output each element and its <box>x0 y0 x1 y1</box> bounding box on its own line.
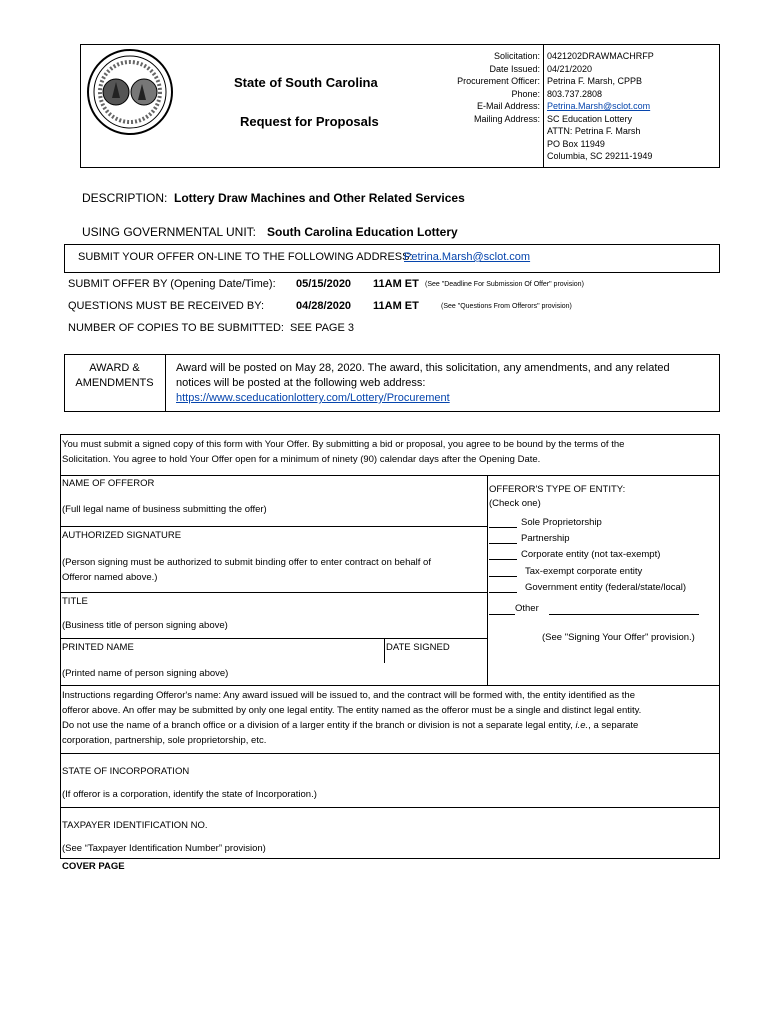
name-bottom-rule <box>60 526 487 527</box>
offer-deadline-note: (See "Deadline For Submission Of Offer" provision) <box>425 281 584 288</box>
instructions-line2: offeror above. An offer may be submitted by only one legal entity. The entity named as the offeror must be a single and distinct legal entity. <box>62 705 642 716</box>
offer-deadline-date: 05/15/2020 <box>296 278 352 290</box>
printed-name-label: PRINTED NAME <box>62 642 134 653</box>
printed-name-hint[interactable]: (Printed name of person signing above) <box>62 668 229 679</box>
solicitation-label: Solicitation: <box>493 51 540 61</box>
entity-option-label: Corporate entity (not tax-exempt) <box>521 549 661 560</box>
address-line-2: PO Box 11949 <box>547 138 605 149</box>
copies-value: SEE PAGE 3 <box>290 322 354 334</box>
state-seal-image <box>86 48 174 136</box>
copies-label: NUMBER OF COPIES TO BE SUBMITTED: <box>68 322 284 334</box>
questions-deadline-date: 04/28/2020 <box>296 300 352 312</box>
date-signed-divider <box>384 638 385 663</box>
state-bottom-rule <box>60 807 720 808</box>
state-name: State of South Carolina <box>234 75 378 90</box>
address-line-3: Columbia, SC 29211-1949 <box>547 151 653 161</box>
header-values <box>547 50 717 163</box>
questions-deadline-time: 11AM ET <box>373 300 419 312</box>
award-text-line1: Award will be posted on May 28, 2020. The award, this solicitation, any amendments, and any related <box>176 362 670 374</box>
entity-checkbox-line[interactable] <box>489 576 517 577</box>
entity-checkbox-line[interactable] <box>489 559 517 560</box>
header-divider <box>543 44 544 168</box>
instructions-bottom-rule <box>60 753 720 754</box>
entity-option-label: Partnership <box>521 533 570 544</box>
procurement-url-link[interactable]: https://www.sceducationlottery.com/Lottery/Procurement <box>176 392 450 404</box>
offeror-name-hint[interactable]: (Full legal name of business submitting the offer) <box>62 504 267 515</box>
entity-checkbox-line[interactable] <box>489 614 515 615</box>
phone-label: Phone: <box>511 88 540 99</box>
entity-checkbox-line[interactable] <box>489 592 517 593</box>
phone-value: 803.737.2808 <box>547 88 603 99</box>
solicitation-value: 0421202DRAWMACHRFP <box>547 51 654 61</box>
state-of-incorporation-hint[interactable]: (If offeror is a corporation, identify the state of Incorporation.) <box>62 789 317 800</box>
award-label-line1: AWARD & <box>89 362 140 374</box>
form-intro-line2: Solicitation. You agree to hold Your Offer open for a minimum of ninety (90) calendar days after the Opening Date. <box>62 454 541 465</box>
instructions-line3-a: Do not use the name of a branch office or a division of a larger entity if the branch or division is not a separate legal entity, <box>62 720 573 731</box>
entity-column-divider <box>487 475 488 685</box>
entity-checkbox-line[interactable] <box>489 527 517 528</box>
date-issued-value: 04/21/2020 <box>547 63 593 74</box>
email-link[interactable]: Petrina.Marsh@sclot.com <box>547 101 651 111</box>
instructions-line3-c: , a separate <box>588 720 639 731</box>
document-type: Request for Proposals <box>240 114 379 129</box>
date-issued-label: Date Issued: <box>489 63 540 74</box>
intro-bottom-rule <box>60 475 720 476</box>
award-label <box>64 361 165 391</box>
procurement-officer-label: Procurement Officer: <box>457 76 540 86</box>
description-value: Lottery Draw Machines and Other Related Services <box>174 191 465 205</box>
other-entity-input[interactable] <box>549 614 699 615</box>
award-text <box>176 361 716 406</box>
entity-option-label: Tax-exempt corporate entity <box>525 566 643 577</box>
title-bottom-rule <box>60 638 487 639</box>
award-divider <box>165 354 166 412</box>
state-of-incorporation-label: STATE OF INCORPORATION <box>62 766 190 777</box>
entity-checkbox-line[interactable] <box>489 543 517 544</box>
offer-deadline-label: SUBMIT OFFER BY (Opening Date/Time): <box>68 278 276 290</box>
date-signed-label[interactable]: DATE SIGNED <box>386 642 450 653</box>
procurement-officer-value: Petrina F. Marsh, CPPB <box>547 76 643 86</box>
form-intro-line1: You must submit a signed copy of this form with Your Offer. By submitting a bid or proposal, you agree to be bound by the terms of the <box>62 439 625 450</box>
description-label: DESCRIPTION: <box>82 191 168 205</box>
signature-hint-line2: Offeror named above.) <box>62 572 158 583</box>
submit-address-label: SUBMIT YOUR OFFER ON-LINE TO THE FOLLOWING ADDRESS: <box>78 251 413 263</box>
entity-type-hint: (Check one) <box>489 498 541 509</box>
submit-email-link[interactable]: Petrina.Marsh@sclot.com <box>404 251 531 263</box>
mailing-address-value: SC Education Lottery <box>547 113 633 124</box>
address-line-1: ATTN: Petrina F. Marsh <box>547 126 641 136</box>
offer-deadline-time: 11AM ET <box>373 278 419 290</box>
award-text-line2: notices will be posted at the following web address: <box>176 377 426 389</box>
award-label-line2: AMENDMENTS <box>75 377 154 389</box>
entity-option-label: Government entity (federal/state/local) <box>525 582 687 593</box>
cover-page-footer: COVER PAGE <box>62 861 125 872</box>
header-labels <box>420 50 540 125</box>
title-label: TITLE <box>62 596 88 607</box>
instructions-line3-ie: i.e. <box>575 720 589 731</box>
signing-offer-note: (See "Signing Your Offer" provision.) <box>542 632 695 643</box>
governmental-unit-value: South Carolina Education Lottery <box>267 225 458 239</box>
entity-type-title: OFFEROR'S TYPE OF ENTITY: <box>489 484 626 495</box>
signature-bottom-rule <box>60 592 487 593</box>
instructions-line4: corporation, partnership, sole proprietorship, etc. <box>62 735 267 746</box>
email-label: E-Mail Address: <box>476 101 540 111</box>
questions-deadline-note: (See "Questions From Offerors" provision) <box>441 303 572 310</box>
governmental-unit-label: USING GOVERNMENTAL UNIT: <box>82 225 257 239</box>
taxpayer-id-hint[interactable]: (See “Taxpayer Identification Number” provision) <box>62 843 266 854</box>
instructions-line3 <box>62 720 638 732</box>
title-hint[interactable]: (Business title of person signing above) <box>62 620 228 631</box>
offeror-name-label: NAME OF OFFEROR <box>62 478 155 489</box>
questions-deadline-label: QUESTIONS MUST BE RECEIVED BY: <box>68 300 265 312</box>
mailing-address-label: Mailing Address: <box>473 113 540 124</box>
signature-label: AUTHORIZED SIGNATURE <box>62 530 182 541</box>
entity-option-label: Sole Proprietorship <box>521 517 602 528</box>
signature-hint-line1[interactable]: (Person signing must be authorized to submit binding offer to enter contract on behalf of <box>62 557 431 568</box>
printed-bottom-rule <box>60 685 720 686</box>
instructions-line1: Instructions regarding Offeror's name: Any award issued will be issued to, and the contract will be formed with, the entity identified as the <box>62 690 635 701</box>
entity-option-label: Other <box>515 603 539 614</box>
taxpayer-id-label: TAXPAYER IDENTIFICATION NO. <box>62 820 208 831</box>
